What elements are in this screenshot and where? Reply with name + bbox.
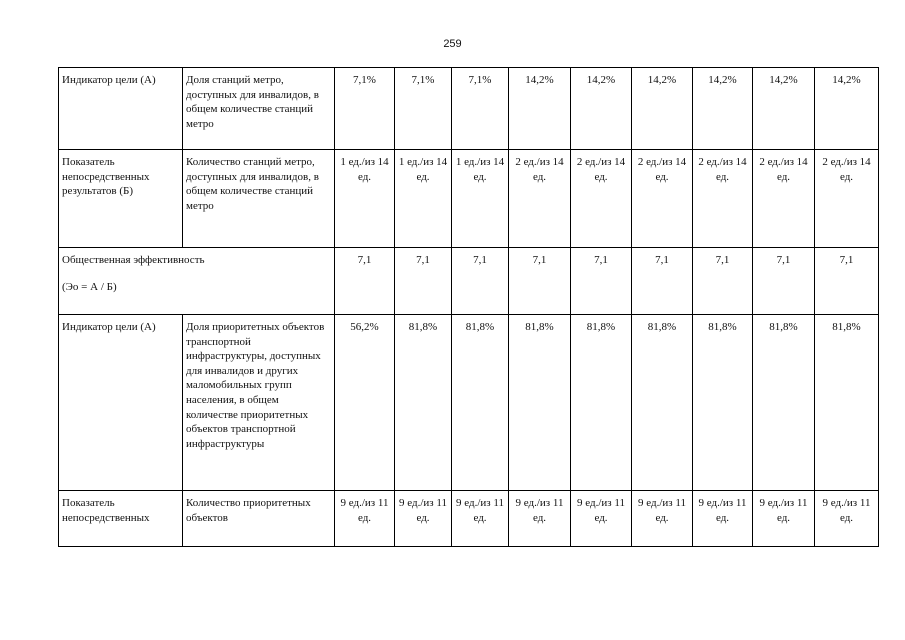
table-row: [59, 491, 879, 547]
value-cell: 14,2%: [753, 68, 815, 150]
value-cell: 9 ед./из 11 ед.: [452, 491, 509, 547]
value-cell: 9 ед./из 11 ед.: [632, 491, 693, 547]
table-row: [59, 150, 879, 248]
value-cell: 14,2%: [632, 68, 693, 150]
value-cell: 9 ед./из 11 ед.: [693, 491, 753, 547]
value-cell: 2 ед./из 14 ед.: [815, 150, 879, 248]
row-description: Количество станций метро, доступных для инвалидов, в общем количестве станций метро: [183, 150, 335, 248]
value-cell: 9 ед./из 11 ед.: [753, 491, 815, 547]
value-cell: 7,1: [509, 248, 571, 315]
value-cell: 81,8%: [632, 315, 693, 491]
indicator-table: [58, 67, 879, 547]
value-cell: 1 ед./из 14 ед.: [452, 150, 509, 248]
value-cell: 9 ед./из 11 ед.: [815, 491, 879, 547]
value-cell: 7,1: [693, 248, 753, 315]
value-cell: 7,1: [335, 248, 395, 315]
row-description: Доля станций метро, доступных для инвалидов, в общем количестве станций метро: [183, 68, 335, 150]
row-label: Показатель непосредственных: [59, 491, 183, 547]
page-number: 259: [443, 38, 462, 50]
value-cell: 7,1%: [335, 68, 395, 150]
table-row: [59, 248, 879, 315]
efficiency-formula: (Эо = А / Б): [62, 280, 117, 293]
value-cell: 14,2%: [571, 68, 632, 150]
row-label: Индикатор цели (А): [59, 68, 183, 150]
efficiency-label: Общественная эффективность: [62, 254, 205, 266]
value-cell: 1 ед./из 14 ед.: [335, 150, 395, 248]
efficiency-cell: [59, 248, 335, 315]
value-cell: 14,2%: [509, 68, 571, 150]
value-cell: 7,1: [571, 248, 632, 315]
value-cell: 2 ед./из 14 ед.: [632, 150, 693, 248]
value-cell: 56,2%: [335, 315, 395, 491]
value-cell: 81,8%: [753, 315, 815, 491]
value-cell: 81,8%: [509, 315, 571, 491]
table-row: [59, 68, 879, 150]
value-cell: 81,8%: [571, 315, 632, 491]
value-cell: 1 ед./из 14 ед.: [395, 150, 452, 248]
value-cell: 14,2%: [693, 68, 753, 150]
value-cell: 9 ед./из 11 ед.: [571, 491, 632, 547]
row-label: Показатель непосредственных результатов (Б): [59, 150, 183, 248]
row-description: Доля приоритетных объектов транспортной инфраструктуры, доступных для инвалидов и других маломобильных групп населения, в общем количестве приоритетных объектов транспортной инфраструктуры: [183, 315, 335, 491]
value-cell: 2 ед./из 14 ед.: [753, 150, 815, 248]
value-cell: 2 ед./из 14 ед.: [509, 150, 571, 248]
value-cell: 2 ед./из 14 ед.: [693, 150, 753, 248]
value-cell: 2 ед./из 14 ед.: [571, 150, 632, 248]
value-cell: 7,1: [452, 248, 509, 315]
value-cell: 81,8%: [395, 315, 452, 491]
value-cell: 7,1: [632, 248, 693, 315]
row-description: Количество приоритетных объектов: [183, 491, 335, 547]
value-cell: 81,8%: [693, 315, 753, 491]
value-cell: 7,1: [753, 248, 815, 315]
value-cell: 7,1%: [395, 68, 452, 150]
table-row: [59, 315, 879, 491]
value-cell: 7,1: [815, 248, 879, 315]
value-cell: 7,1: [395, 248, 452, 315]
value-cell: 9 ед./из 11 ед.: [335, 491, 395, 547]
value-cell: 7,1%: [452, 68, 509, 150]
value-cell: 9 ед./из 11 ед.: [395, 491, 452, 547]
row-label: Индикатор цели (А): [59, 315, 183, 491]
value-cell: 81,8%: [815, 315, 879, 491]
value-cell: 9 ед./из 11 ед.: [509, 491, 571, 547]
value-cell: 81,8%: [452, 315, 509, 491]
value-cell: 14,2%: [815, 68, 879, 150]
